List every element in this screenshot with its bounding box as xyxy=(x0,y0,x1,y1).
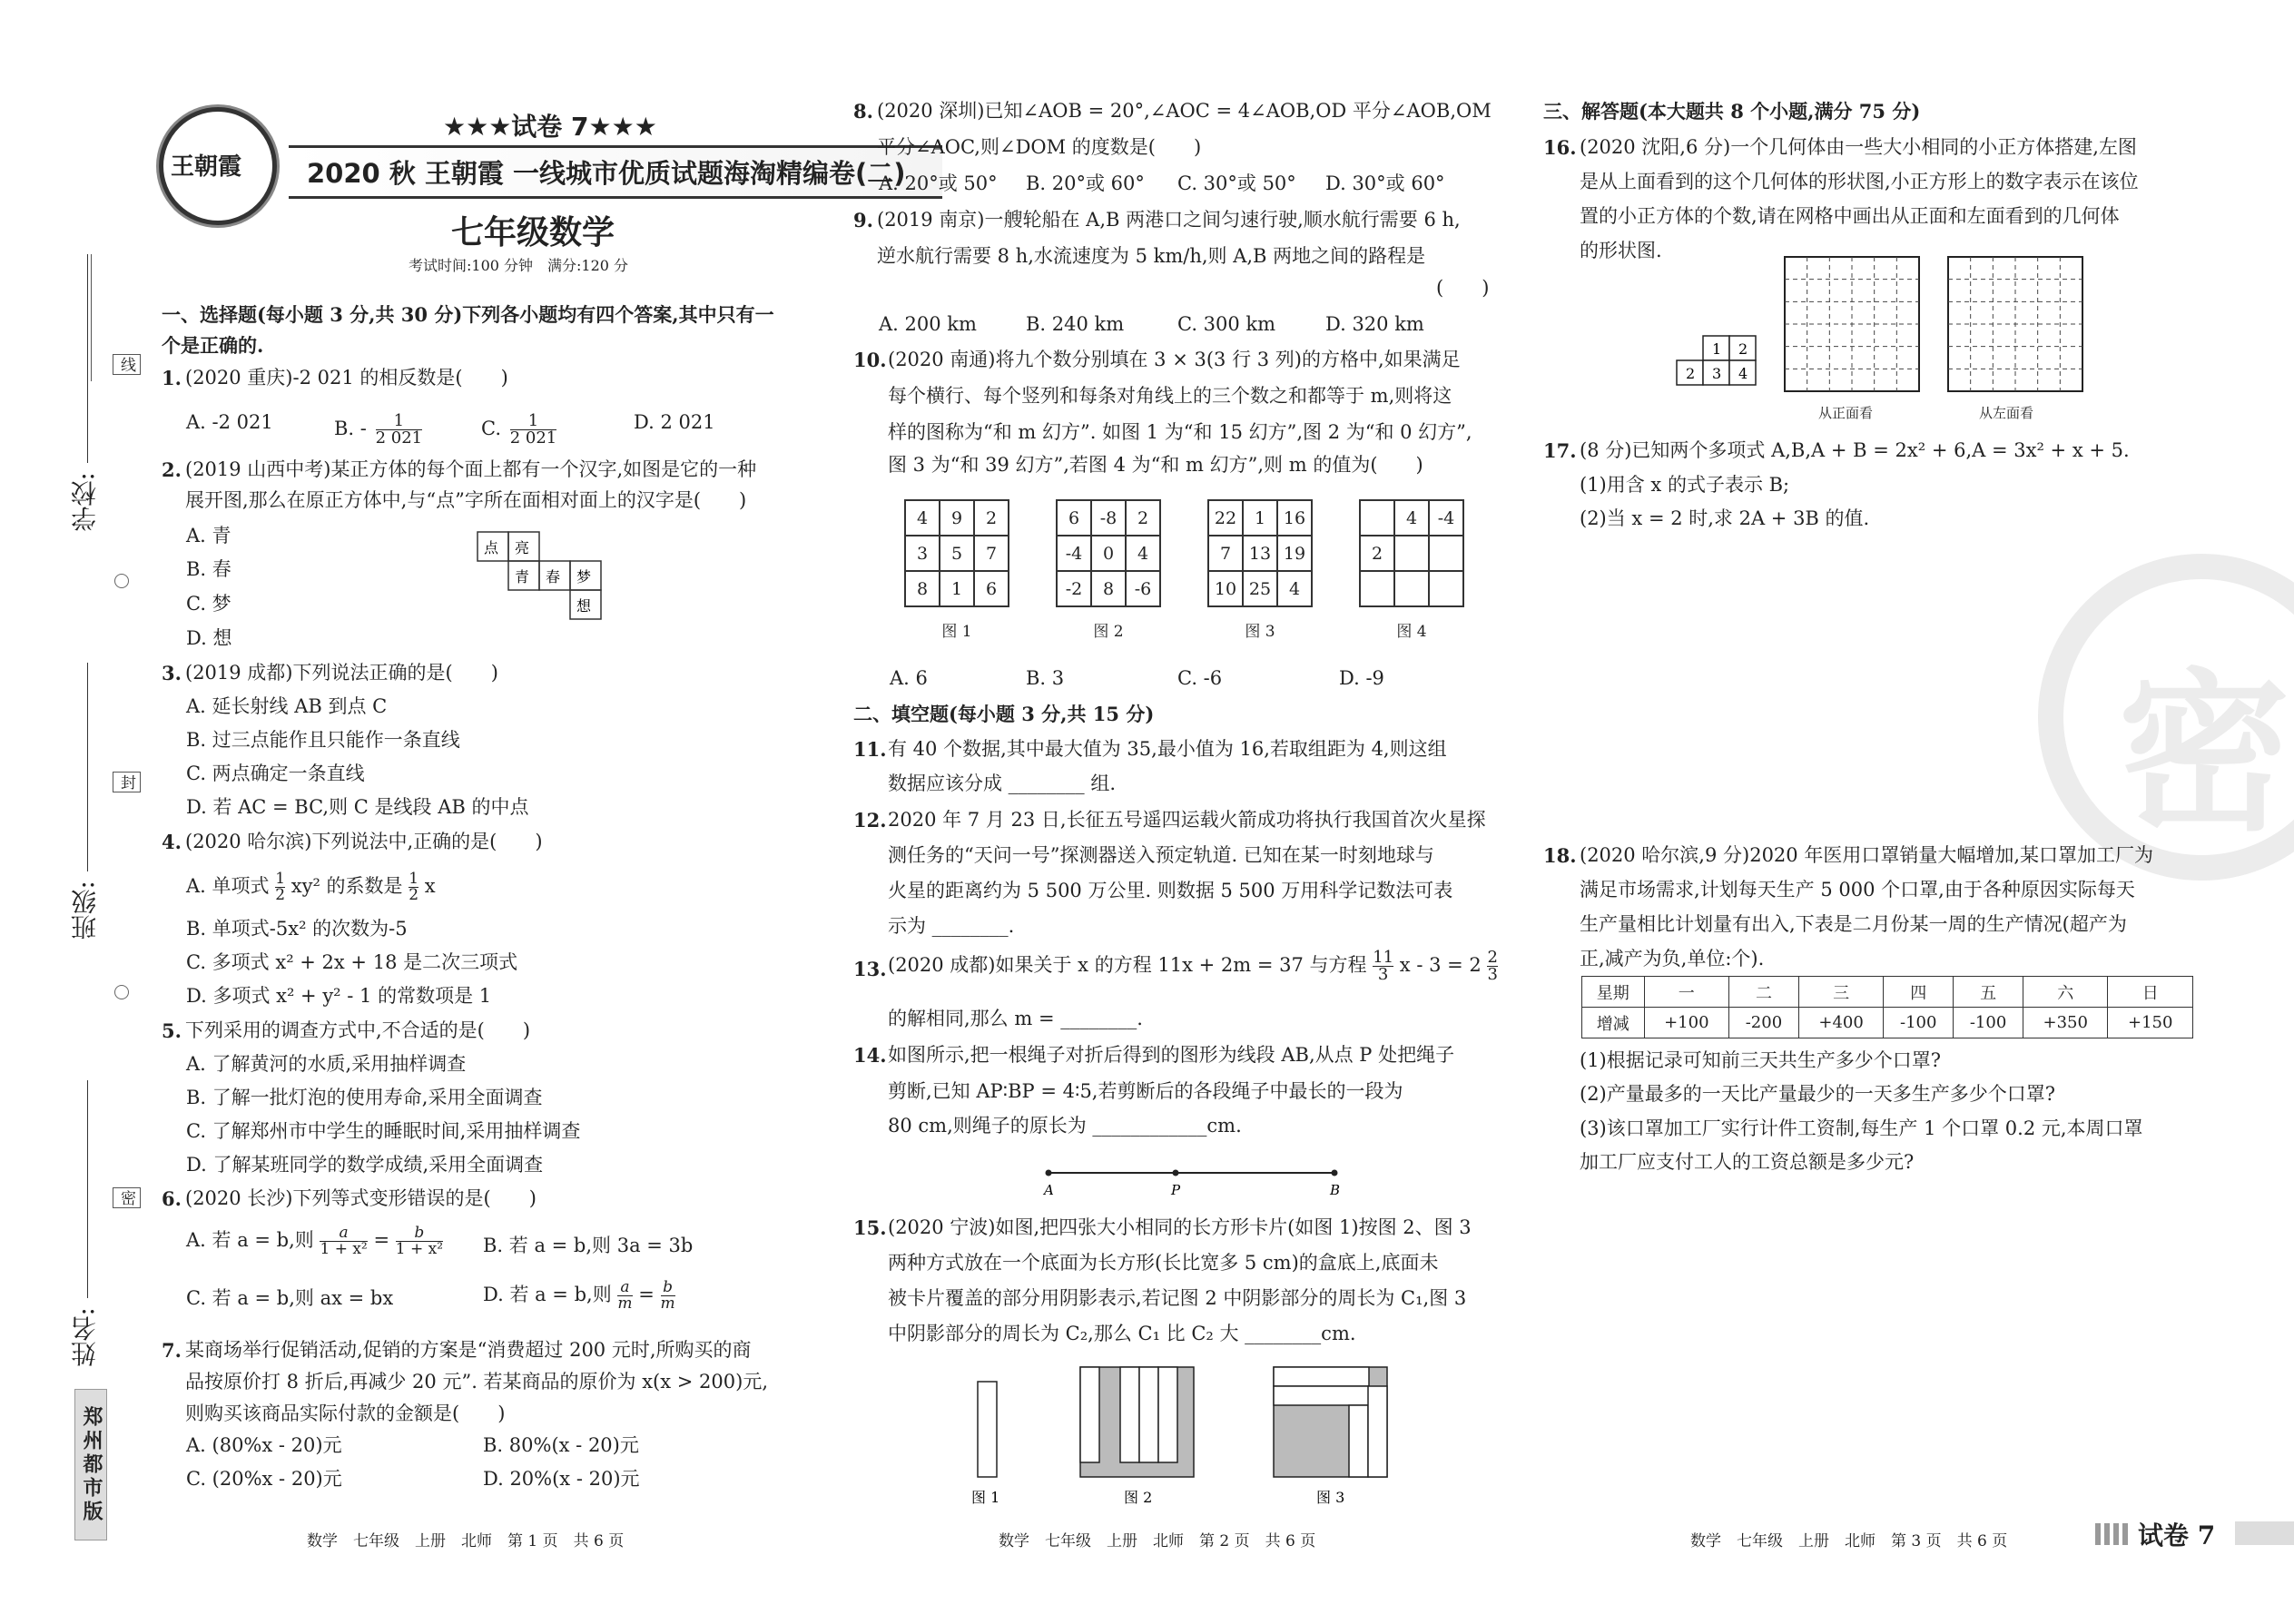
fig3-card xyxy=(1349,1405,1368,1477)
q18-line1: (2020 哈尔滨,9 分)2020 年医用口罩销量大幅增加,某口罩加工厂为 xyxy=(1580,844,2154,866)
magic-cell: 10 xyxy=(1208,571,1243,606)
q18-line4: 正,减产为负,单位:个). xyxy=(1580,948,1765,969)
q14-number: 14. xyxy=(853,1044,887,1067)
magic-cell[interactable] xyxy=(1360,571,1394,606)
magic-cell: 1 xyxy=(940,571,974,606)
q17-line1: (8 分)已知两个多项式 A,B,A + B = 2x² + 6,A = 3x² + x + 5. xyxy=(1580,439,2130,461)
school-blank[interactable] xyxy=(87,254,88,463)
q5-option-d[interactable]: D. 了解某班同学的数学成绩,采用全面调查 xyxy=(186,1154,544,1176)
q10-stem-cont3: 图 3 为“和 39 幻方”,若图 4 为“和 m 幻方”,则 m 的值为( ) xyxy=(888,454,1423,476)
edition-badge: 郑州都市版 xyxy=(74,1389,107,1540)
q9-option-d[interactable]: D. 320 km xyxy=(1325,313,1424,335)
q10-stem-cont2: 样的图称为“和 m 幻方”. 如图 1 为“和 15 幻方”,图 2 为“和 0 幻方”, xyxy=(888,421,1472,443)
magic-cell: 3 xyxy=(905,536,940,571)
q5-option-a[interactable]: A. 了解黄河的水质,采用抽样调查 xyxy=(186,1053,467,1075)
section1-title-cont: 个是正确的. xyxy=(162,334,264,357)
fig-caption: 图 2 xyxy=(1124,1489,1153,1506)
left-view-caption: 从左面看 xyxy=(1979,405,2034,421)
q10-option-d[interactable]: D. -9 xyxy=(1339,667,1384,689)
magic-caption: 图 4 xyxy=(1396,623,1427,641)
table-cell: +100 xyxy=(1644,1008,1728,1038)
q8-option-b[interactable]: B. 20°或 60° xyxy=(1026,172,1145,194)
view-count: 2 xyxy=(1738,340,1748,358)
q5-option-b[interactable]: B. 了解一批灯泡的使用寿命,采用全面调查 xyxy=(186,1087,543,1108)
q17-part1: (1)用含 x 的式子表示 B; xyxy=(1580,474,1790,496)
q8-option-a[interactable]: A. 20°或 50° xyxy=(879,172,998,194)
seal-mi-mark: 密 xyxy=(113,1187,141,1208)
fig2-card xyxy=(1120,1367,1139,1462)
q1-option-d[interactable]: D. 2 021 xyxy=(634,411,715,433)
paper-title: 2020 秋 王朝霞 一线城市优质试题海淘精编卷(二) xyxy=(289,145,942,199)
fig1-card xyxy=(978,1382,997,1477)
magic-cell: 2 xyxy=(1126,500,1160,536)
q3-option-b[interactable]: B. 过三点能作且只能作一条直线 xyxy=(186,729,460,751)
q2-stem: (2019 山西中考)某正方体的每个面上都有一个汉字,如图是它的一种 xyxy=(185,458,757,480)
table-cell: +400 xyxy=(1798,1008,1883,1038)
q4-option-a[interactable]: A. 单项式 $\frac{1}{2}$ xy² 的系数是 $\frac{1}{2}$ x xyxy=(186,870,436,904)
view-count: 2 xyxy=(1686,365,1696,382)
punch-hole-icon xyxy=(114,985,129,999)
magic-cell: 19 xyxy=(1277,536,1312,571)
fig3-card xyxy=(1368,1386,1387,1477)
q2-number: 2. xyxy=(162,458,182,481)
table-header-row xyxy=(1582,977,2193,1008)
q14-line1: 如图所示,把一根绳子对折后得到的图形为线段 AB,从点 P 处把绳子 xyxy=(888,1044,1455,1066)
q18-line2: 满足市场需求,计划每天生产 5 000 个口罩,由于各种原因实际每天 xyxy=(1580,879,2135,901)
magic-square-4 xyxy=(1359,499,1464,641)
fig-caption: 图 1 xyxy=(971,1489,1000,1506)
magic-cell: 16 xyxy=(1277,500,1312,536)
front-view-grid[interactable] xyxy=(1784,256,1920,392)
q6-option-c[interactable]: C. 若 a = b,则 ax = bx xyxy=(186,1287,394,1309)
table-header-cell: 四 xyxy=(1884,977,1954,1008)
magic-cell: 6 xyxy=(1057,500,1091,536)
q6-option-b[interactable]: B. 若 a = b,则 3a = 3b xyxy=(483,1235,694,1256)
front-view-caption: 从正面看 xyxy=(1818,405,1874,421)
q13-line2[interactable]: 的解相同,那么 m = ________. xyxy=(888,1008,1143,1029)
table-header-cell: 一 xyxy=(1644,977,1728,1008)
view-count: 1 xyxy=(1712,340,1722,358)
q18-sub1: (1)根据记录可知前三天共生产多少个口罩? xyxy=(1580,1049,1942,1071)
table-cell: 增减 xyxy=(1582,1008,1645,1038)
q2-stem-cont: 展开图,那么在原正方体中,与“点”字所在面相对面上的汉字是( ) xyxy=(185,489,747,511)
q2-option-c[interactable]: C. 梦 xyxy=(186,593,231,615)
net-cell: 点 xyxy=(484,539,499,556)
subject-title: 七年级数学 xyxy=(451,214,615,251)
q4-number: 4. xyxy=(162,831,182,853)
q11-line2[interactable]: 数据应该分成 ________ 组. xyxy=(888,773,1117,794)
q1-number: 1. xyxy=(162,367,182,389)
q4-stem: (2020 哈尔滨)下列说法中,正确的是( ) xyxy=(185,831,543,852)
footer-page-3: 数学 七年级 上册 北师 第 3 页 共 6 页 xyxy=(1690,1532,2008,1550)
footer-page-2: 数学 七年级 上册 北师 第 2 页 共 6 页 xyxy=(999,1532,1316,1550)
magic-cell: 22 xyxy=(1208,500,1243,536)
q10-option-c[interactable]: C. -6 xyxy=(1177,667,1223,689)
magic-cell[interactable] xyxy=(1429,536,1463,571)
q1-stem: (2020 重庆)-2 021 的相反数是( ) xyxy=(185,367,508,389)
watermark-seal: 密 xyxy=(2038,554,2294,881)
magic-cell: 8 xyxy=(1091,571,1126,606)
q15-line1: (2020 宁波)如图,把四张大小相同的长方形卡片(如图 1)按图 2、图 3 xyxy=(888,1216,1472,1238)
magic-cell: 9 xyxy=(940,500,974,536)
q12-number: 12. xyxy=(853,809,887,832)
q13-line1: (2020 成都)如果关于 x 的方程 11x + 2m = 37 与方程 $\frac{11}{3}$ x - 3 = 2 $\frac{2}{3}$ xyxy=(888,948,1498,984)
q8-number: 8. xyxy=(853,100,873,123)
point-a-label: A xyxy=(1044,1182,1054,1198)
fig3-card xyxy=(1274,1367,1369,1386)
magic-cell: 6 xyxy=(974,571,1009,606)
q1-option-a[interactable]: A. -2 021 xyxy=(186,411,273,433)
q3-stem: (2019 成都)下列说法正确的是( ) xyxy=(185,662,498,684)
magic-cell: 2 xyxy=(974,500,1009,536)
magic-cell[interactable]: -4 xyxy=(1429,500,1463,536)
q14-line3[interactable]: 80 cm,则绳子的原长为 ____________cm. xyxy=(888,1115,1242,1137)
view-count: 4 xyxy=(1738,365,1748,382)
q9-option-c[interactable]: C. 300 km xyxy=(1177,313,1276,335)
footer-deco xyxy=(2095,1523,2132,1545)
magic-cell: -2 xyxy=(1057,571,1091,606)
magic-cell[interactable] xyxy=(1429,571,1463,606)
q10-option-b[interactable]: B. 3 xyxy=(1026,667,1065,689)
q9-number: 9. xyxy=(853,209,873,231)
magic-cell: -8 xyxy=(1091,500,1126,536)
q18-production-table xyxy=(1581,976,2193,1038)
magic-cell: 7 xyxy=(1208,536,1243,571)
q8-option-d[interactable]: D. 30°或 60° xyxy=(1325,172,1445,194)
magic-cell: 4 xyxy=(905,500,940,536)
fig2-card xyxy=(1158,1367,1177,1462)
q9-stem: (2019 南京)一艘轮船在 A,B 两港口之间匀速行驶,顺水航行需要 6 h, xyxy=(877,209,1461,231)
magic-cell: -4 xyxy=(1057,536,1091,571)
exam-info: 考试时间:100 分钟 满分:120 分 xyxy=(409,257,629,274)
q8-stem-cont: 平分∠AOC,则∠DOM 的度数是( ) xyxy=(877,136,1202,158)
q8-option-c[interactable]: C. 30°或 50° xyxy=(1177,172,1296,194)
q7-option-b[interactable]: B. 80%(x - 20)元 xyxy=(483,1434,639,1456)
magic-cell[interactable]: 4 xyxy=(1394,500,1429,536)
q16-line3: 置的小正方体的个数,请在网格中画出从正面和左面看到的几何体 xyxy=(1580,205,2120,227)
name-label: 姓名: xyxy=(70,1307,100,1367)
magic-caption: 图 1 xyxy=(941,623,972,641)
magic-cell: 13 xyxy=(1243,536,1277,571)
magic-square-1 xyxy=(904,499,1009,641)
q15-line3: 被卡片覆盖的部分用阴影表示,若记图 2 中阴影部分的周长为 C₁,图 3 xyxy=(888,1287,1467,1309)
footer-page-1: 数学 七年级 上册 北师 第 1 页 共 6 页 xyxy=(307,1532,625,1550)
net-cell: 春 xyxy=(546,568,561,586)
net-cell: 想 xyxy=(576,597,592,615)
table-header-cell: 日 xyxy=(2108,977,2193,1008)
table-header-cell: 五 xyxy=(1954,977,2023,1008)
q3-option-c[interactable]: C. 两点确定一条直线 xyxy=(186,763,365,784)
q7-stem: 某商场举行促销活动,促销的方案是“消费超过 200 元时,所购买的商 xyxy=(185,1339,752,1361)
q17-number: 17. xyxy=(1543,439,1577,462)
q12-line2: 测任务的“天问一号”探测器送入预定轨道. 已知在某一时刻地球与 xyxy=(888,844,1434,866)
brand-logo: 王朝霞 xyxy=(159,107,277,225)
q14-segment-figure xyxy=(1035,1162,1344,1207)
magic-cell: -6 xyxy=(1126,571,1160,606)
q18-sub2: (2)产量最多的一天比产量最少的一天多生产多少个口罩? xyxy=(1580,1083,2056,1105)
table-cell: -200 xyxy=(1729,1008,1799,1038)
q11-line1: 有 40 个数据,其中最大值为 35,最小值为 16,若取组距为 4,则这组 xyxy=(888,738,1447,760)
footer-bar xyxy=(2235,1521,2294,1545)
school-label: 学校: xyxy=(70,472,100,532)
q1-option-c[interactable]: C. $\frac{1}{2 021}$ xyxy=(481,411,557,448)
q18-sub3: (3)该口罩加工厂实行计件工资制,每生产 1 个口罩 0.2 元,本周口罩 xyxy=(1580,1117,2143,1139)
magic-caption: 图 2 xyxy=(1093,623,1124,641)
q10-stem: (2020 南通)将九个数分别填在 3 × 3(3 行 3 列)的方格中,如果满足 xyxy=(888,349,1461,370)
q10-number: 10. xyxy=(853,349,887,371)
footer-paper-tag: 试卷 7 xyxy=(2138,1521,2216,1550)
table-cell: +350 xyxy=(2023,1008,2107,1038)
q12-line3: 火星的距离约为 5 500 万公里. 则数据 5 500 万用科学记数法可表 xyxy=(888,880,1453,901)
q9-stem-cont: 逆水航行需要 8 h,水流速度为 5 km/h,则 A,B 两地之间的路程是 xyxy=(877,245,1426,267)
q17-part2: (2)当 x = 2 时,求 2A + 3B 的值. xyxy=(1580,507,1870,529)
q18-sub4: 加工厂应支付工人的工资总额是多少元? xyxy=(1580,1151,1915,1173)
q18-number: 18. xyxy=(1543,844,1577,867)
q7-option-a[interactable]: A. (80%x - 20)元 xyxy=(186,1434,342,1456)
q2-option-d[interactable]: D. 想 xyxy=(186,627,232,649)
q2-option-b[interactable]: B. 春 xyxy=(186,558,231,580)
magic-cell[interactable] xyxy=(1394,536,1429,571)
q8-stem: (2020 深圳)已知∠AOB = 20°,∠AOC = 4∠AOB,OD 平分∠AOB,OM xyxy=(877,100,1492,122)
q1-option-b[interactable]: B. - $\frac{1}{2 021}$ xyxy=(334,411,423,448)
q7-stem-cont2: 则购买该商品实际付款的金额是( ) xyxy=(185,1403,506,1424)
fig-caption: 图 3 xyxy=(1316,1489,1345,1506)
magic-cell: 7 xyxy=(974,536,1009,571)
q10-option-a[interactable]: A. 6 xyxy=(890,667,928,689)
q15-line2: 两种方式放在一个底面为长方形(长比宽多 5 cm)的盒底上,底面未 xyxy=(888,1252,1439,1274)
magic-cell: 5 xyxy=(940,536,974,571)
class-label: 班级: xyxy=(70,881,100,940)
q9-answer-paren: ( ) xyxy=(1436,277,1490,299)
q12-line1: 2020 年 7 月 23 日,长征五号遥四运载火箭成功将执行我国首次火星探 xyxy=(888,809,1486,831)
point-b-label: B xyxy=(1330,1182,1341,1198)
table-header-cell: 二 xyxy=(1729,977,1799,1008)
net-cell: 梦 xyxy=(576,568,592,586)
net-cell: 青 xyxy=(515,568,530,586)
view-count: 3 xyxy=(1712,365,1722,382)
table-cell: -100 xyxy=(1884,1008,1954,1038)
q7-stem-cont: 品按原价打 8 折后,再减少 20 元”. 若某商品的原价为 x(x > 200)元, xyxy=(185,1371,768,1393)
fig2-card xyxy=(1080,1367,1099,1462)
magic-cell: 25 xyxy=(1243,571,1277,606)
q5-option-c[interactable]: C. 了解郑州市中学生的睡眠时间,采用抽样调查 xyxy=(186,1120,581,1142)
q3-option-a[interactable]: A. 延长射线 AB 到点 C xyxy=(186,695,388,717)
q16-line2: 是从上面看到的这个几何体的形状图,小正方形上的数字表示在该位 xyxy=(1580,171,2139,192)
point-p-label: P xyxy=(1171,1182,1181,1198)
section1-title: 一、选择题(每小题 3 分,共 30 分)下列各小题均有四个答案,其中只有一 xyxy=(162,303,774,326)
q18-line3: 生产量相比计划量有出入,下表是二月份某一周的生产情况(超产为 xyxy=(1580,913,2127,935)
binding-margin xyxy=(0,0,135,1624)
q6-number: 6. xyxy=(162,1187,182,1210)
q6-option-a[interactable]: A. 若 a = b,则 $\frac{a}{\text{1 + x²}}$ = $\frac{b}{\text{1 + x²}}$ xyxy=(186,1224,444,1258)
q6-option-d[interactable]: D. 若 a = b,则 $\frac{a}{m}$ = $\frac{b}{m}$ xyxy=(483,1278,675,1313)
table-cell: -100 xyxy=(1954,1008,2023,1038)
q6-stem: (2020 长沙)下列等式变形错误的是( ) xyxy=(185,1187,537,1209)
magic-cell[interactable]: 2 xyxy=(1360,536,1394,571)
magic-cell: 4 xyxy=(1126,536,1160,571)
table-header-cell: 三 xyxy=(1798,977,1883,1008)
fig2-card xyxy=(1139,1367,1158,1462)
table-cell: +150 xyxy=(2108,1008,2193,1038)
left-view-grid[interactable] xyxy=(1947,256,2083,392)
magic-caption: 图 3 xyxy=(1245,623,1275,641)
q9-option-a[interactable]: A. 200 km xyxy=(879,313,977,335)
q4-option-d[interactable]: D. 多项式 x² + y² - 1 的常数项是 1 xyxy=(186,985,492,1007)
q14-line2: 剪断,已知 AP∶BP = 4∶5,若剪断后的各段绳子中最长的一段为 xyxy=(888,1080,1403,1102)
magic-cell[interactable] xyxy=(1360,500,1394,536)
magic-cell: 1 xyxy=(1243,500,1277,536)
punch-hole-icon xyxy=(114,574,129,588)
q10-stem-cont: 每个横行、每个竖列和每条对角线上的三个数之和都等于 m,则将这 xyxy=(888,385,1452,407)
q9-option-b[interactable]: B. 240 km xyxy=(1026,313,1125,335)
table-header-cell: 六 xyxy=(2023,977,2107,1008)
q2-cube-net xyxy=(477,531,604,626)
magic-cell: 0 xyxy=(1091,536,1126,571)
q4-option-c[interactable]: C. 多项式 x² + 2x + 18 是二次三项式 xyxy=(186,951,518,973)
q15-line4[interactable]: 中阴影部分的周长为 C₂,那么 C₁ 比 C₂ 大 ________cm. xyxy=(888,1323,1356,1344)
q2-option-a[interactable]: A. 青 xyxy=(186,525,231,546)
q15-figures xyxy=(962,1362,1407,1507)
q5-number: 5. xyxy=(162,1019,182,1042)
table-row xyxy=(1582,1008,2193,1038)
q12-line4[interactable]: 示为 ________. xyxy=(888,915,1015,937)
q7-number: 7. xyxy=(162,1339,182,1362)
q5-stem: 下列采用的调查方式中,不合适的是( ) xyxy=(185,1019,531,1041)
q13-number: 13. xyxy=(853,958,887,980)
magic-square-3 xyxy=(1207,499,1313,641)
q11-number: 11. xyxy=(853,738,887,761)
section3-title: 三、解答题(本大题共 8 个小题,满分 75 分) xyxy=(1543,100,1921,123)
name-blank[interactable] xyxy=(87,1080,88,1298)
seal-feng-mark: 封 xyxy=(113,772,141,792)
magic-cell: 8 xyxy=(905,571,940,606)
seal-line-mark: 线 xyxy=(113,354,141,375)
q7-option-d[interactable]: D. 20%(x - 20)元 xyxy=(483,1468,640,1490)
table-header-cell: 星期 xyxy=(1582,977,1645,1008)
class-blank[interactable] xyxy=(87,663,88,871)
paper-number: ★★★试卷 7★★★ xyxy=(443,112,657,142)
magic-cell: 4 xyxy=(1277,571,1312,606)
section2-title: 二、填空题(每小题 3 分,共 15 分) xyxy=(853,703,1155,725)
net-cell: 亮 xyxy=(515,539,530,556)
q4-option-b[interactable]: B. 单项式-5x² 的次数为-5 xyxy=(186,918,408,940)
q16-number: 16. xyxy=(1543,136,1577,159)
magic-square-2 xyxy=(1056,499,1161,641)
fig3-card xyxy=(1274,1386,1369,1405)
q16-line4: 的形状图. xyxy=(1580,240,1662,261)
magic-cell[interactable] xyxy=(1394,571,1429,606)
q3-option-d[interactable]: D. 若 AC = BC,则 C 是线段 AB 的中点 xyxy=(186,796,529,818)
q16-top-view xyxy=(1675,334,1766,390)
q7-option-c[interactable]: C. (20%x - 20)元 xyxy=(186,1468,342,1490)
q3-number: 3. xyxy=(162,662,182,684)
q16-line1: (2020 沈阳,6 分)一个几何体由一些大小相同的小正方体搭建,左图 xyxy=(1580,136,2137,158)
q15-number: 15. xyxy=(853,1216,887,1239)
